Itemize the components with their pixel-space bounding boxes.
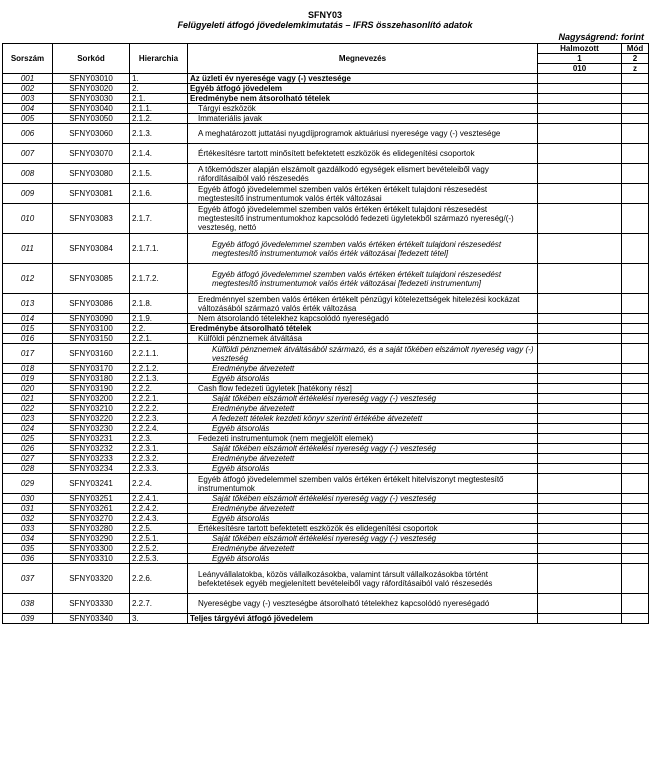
row-number: 026 — [3, 444, 53, 454]
row-code: SFNY03080 — [53, 164, 130, 184]
row-hierarchy: 2.2.2.1. — [130, 394, 188, 404]
value-cell-halmozott[interactable] — [538, 434, 622, 444]
table-row — [3, 554, 649, 564]
value-cell-halmozott[interactable] — [538, 494, 622, 504]
table-row — [3, 344, 649, 364]
row-code: SFNY03083 — [53, 204, 130, 234]
value-cell-mod[interactable] — [622, 264, 649, 294]
row-number: 011 — [3, 234, 53, 264]
row-code: SFNY03232 — [53, 444, 130, 454]
row-hierarchy: 2.1. — [130, 94, 188, 104]
row-number: 003 — [3, 94, 53, 104]
row-name: Eredménnyel szemben valós értéken értékelt pénzügyi kötelezettségek hitelezési kockázat változásából származó valós érték változása — [188, 294, 538, 314]
row-hierarchy: 2.1.9. — [130, 314, 188, 324]
value-cell-mod[interactable] — [622, 184, 649, 204]
value-cell-halmozott[interactable] — [538, 554, 622, 564]
value-cell-mod[interactable] — [622, 144, 649, 164]
row-hierarchy: 3. — [130, 614, 188, 624]
row-number: 018 — [3, 364, 53, 374]
col-header-sorkod: Sorkód — [53, 44, 130, 74]
row-number: 007 — [3, 144, 53, 164]
value-cell-mod[interactable] — [622, 324, 649, 334]
table-row — [3, 534, 649, 544]
row-number: 029 — [3, 474, 53, 494]
value-cell-mod[interactable] — [622, 374, 649, 384]
row-code: SFNY03241 — [53, 474, 130, 494]
row-code: SFNY03150 — [53, 334, 130, 344]
row-code: SFNY03100 — [53, 324, 130, 334]
value-cell-mod[interactable] — [622, 614, 649, 624]
value-cell-halmozott[interactable] — [538, 204, 622, 234]
row-hierarchy: 2.2.2. — [130, 384, 188, 394]
row-number: 001 — [3, 74, 53, 84]
value-cell-mod[interactable] — [622, 124, 649, 144]
table-row — [3, 414, 649, 424]
row-hierarchy: 2.1.4. — [130, 144, 188, 164]
table-row — [3, 184, 649, 204]
table-row — [3, 84, 649, 94]
row-name: A fedezett tételek kezdeti könyv szerinti értékébe átvezetett — [188, 414, 538, 424]
table-row — [3, 144, 649, 164]
row-number: 015 — [3, 324, 53, 334]
row-code: SFNY03170 — [53, 364, 130, 374]
table-row — [3, 454, 649, 464]
value-cell-halmozott[interactable] — [538, 544, 622, 554]
row-hierarchy: 2.2.5. — [130, 524, 188, 534]
col-header-halmozott: Halmozott — [538, 44, 622, 54]
value-cell-halmozott[interactable] — [538, 464, 622, 474]
row-code: SFNY03040 — [53, 104, 130, 114]
report-table — [2, 43, 649, 624]
value-cell-halmozott[interactable] — [538, 364, 622, 374]
value-cell-mod[interactable] — [622, 94, 649, 104]
table-row — [3, 74, 649, 84]
table-row — [3, 94, 649, 104]
value-cell-mod[interactable] — [622, 334, 649, 344]
value-cell-mod[interactable] — [622, 84, 649, 94]
value-cell-halmozott[interactable] — [538, 184, 622, 204]
value-cell-halmozott[interactable] — [538, 504, 622, 514]
row-hierarchy: 2.2.1.1. — [130, 344, 188, 364]
row-code: SFNY03330 — [53, 594, 130, 614]
value-cell-halmozott[interactable] — [538, 524, 622, 534]
col-header-hierarchia: Hierarchia — [130, 44, 188, 74]
value-cell-halmozott[interactable] — [538, 404, 622, 414]
row-number: 012 — [3, 264, 53, 294]
row-number: 009 — [3, 184, 53, 204]
row-code: SFNY03086 — [53, 294, 130, 314]
row-name: Eredménybe átvezetett — [188, 404, 538, 414]
row-number: 005 — [3, 114, 53, 124]
row-code: SFNY03310 — [53, 554, 130, 564]
row-name: Nem átsorolandó tételekhez kapcsolódó nyereségadó — [188, 314, 538, 324]
value-cell-halmozott[interactable] — [538, 594, 622, 614]
value-cell-mod[interactable] — [622, 554, 649, 564]
row-number: 021 — [3, 394, 53, 404]
row-name: Eredménybe átsorolható tételek — [188, 324, 538, 334]
table-row — [3, 594, 649, 614]
row-code: SFNY03300 — [53, 544, 130, 554]
value-cell-halmozott[interactable] — [538, 164, 622, 184]
value-cell-mod[interactable] — [622, 494, 649, 504]
value-cell-halmozott[interactable] — [538, 74, 622, 84]
row-number: 035 — [3, 544, 53, 554]
table-row — [3, 434, 649, 444]
table-row — [3, 234, 649, 264]
row-code: SFNY03050 — [53, 114, 130, 124]
row-number: 030 — [3, 494, 53, 504]
row-code: SFNY03085 — [53, 264, 130, 294]
value-cell-mod[interactable] — [622, 114, 649, 124]
value-cell-mod[interactable] — [622, 234, 649, 264]
row-number: 025 — [3, 434, 53, 444]
row-number: 023 — [3, 414, 53, 424]
table-row — [3, 314, 649, 324]
row-name: Egyéb átfogó jövedelemmel szemben valós értéken értékelt hitelviszonyt megtestesítő instrumentumok — [188, 474, 538, 494]
col-header-mod: Mód — [622, 44, 649, 54]
row-name: Leányvállalatokba, közös vállalkozásokba, valamint társult vállalkozásokba történt befektetések egyéb megjelenített bevételeiből vagy ráfordításaiból való részesedés — [188, 564, 538, 594]
table-row — [3, 544, 649, 554]
value-cell-mod[interactable] — [622, 454, 649, 464]
row-hierarchy: 2.2. — [130, 324, 188, 334]
row-name: Egyéb átfogó jövedelemmel szemben valós értéken értékelt tulajdoni részesedést megtestesítő instrumentumok valós érték változásai [fedezett tétel] — [188, 234, 538, 264]
row-name: Eredménybe átvezetett — [188, 504, 538, 514]
row-name: Eredménybe átvezetett — [188, 454, 538, 464]
value-cell-mod[interactable] — [622, 414, 649, 424]
row-code: SFNY03234 — [53, 464, 130, 474]
row-name: Egyéb átfogó jövedelem — [188, 84, 538, 94]
value-cell-halmozott[interactable] — [538, 234, 622, 264]
row-hierarchy: 2.2.4.1. — [130, 494, 188, 504]
col-header-mod-code: z — [622, 64, 649, 74]
value-cell-halmozott[interactable] — [538, 474, 622, 494]
row-hierarchy: 2.2.1.2. — [130, 364, 188, 374]
row-code: SFNY03060 — [53, 124, 130, 144]
value-cell-halmozott[interactable] — [538, 534, 622, 544]
row-code: SFNY03010 — [53, 74, 130, 84]
value-cell-mod[interactable] — [622, 534, 649, 544]
value-cell-halmozott[interactable] — [538, 114, 622, 124]
row-code: SFNY03084 — [53, 234, 130, 264]
unit-label: Nagyságrend: forint — [558, 32, 644, 42]
row-hierarchy: 2.2.3.3. — [130, 464, 188, 474]
value-cell-halmozott[interactable] — [538, 94, 622, 104]
col-header-halmozott-num: 1 — [538, 54, 622, 64]
value-cell-halmozott[interactable] — [538, 294, 622, 314]
table-row — [3, 114, 649, 124]
row-number: 034 — [3, 534, 53, 544]
row-hierarchy: 2.1.7.2. — [130, 264, 188, 294]
row-number: 019 — [3, 374, 53, 384]
row-name: Fedezeti instrumentumok (nem megjelölt elemek) — [188, 434, 538, 444]
report-code: SFNY03 — [307, 10, 342, 20]
row-number: 006 — [3, 124, 53, 144]
row-name: Egyéb átfogó jövedelemmel szemben valós értéken értékelt tulajdoni részesedést megtestesítő instrumentumok valós érték változásai [fedezeti instrumentum] — [188, 264, 538, 294]
row-hierarchy: 2.1.3. — [130, 124, 188, 144]
value-cell-mod[interactable] — [622, 344, 649, 364]
table-row — [3, 324, 649, 334]
row-name: Saját tőkében elszámolt értékelési nyereség vagy (-) veszteség — [188, 534, 538, 544]
row-hierarchy: 2.2.7. — [130, 594, 188, 614]
row-code: SFNY03020 — [53, 84, 130, 94]
table-row — [3, 564, 649, 594]
table-row — [3, 514, 649, 524]
row-name: Eredménybe átvezetett — [188, 364, 538, 374]
row-number: 004 — [3, 104, 53, 114]
value-cell-mod[interactable] — [622, 514, 649, 524]
value-cell-halmozott[interactable] — [538, 344, 622, 364]
row-number: 033 — [3, 524, 53, 534]
row-number: 024 — [3, 424, 53, 434]
value-cell-mod[interactable] — [622, 394, 649, 404]
row-code: SFNY03320 — [53, 564, 130, 594]
value-cell-halmozott[interactable] — [538, 144, 622, 164]
row-hierarchy: 2.2.4.3. — [130, 514, 188, 524]
table-row — [3, 164, 649, 184]
row-number: 020 — [3, 384, 53, 394]
value-cell-mod[interactable] — [622, 404, 649, 414]
row-number: 038 — [3, 594, 53, 614]
table-row — [3, 104, 649, 114]
table-row — [3, 494, 649, 504]
row-hierarchy: 2.1.2. — [130, 114, 188, 124]
row-name: Értékesítésre tartott befektetett eszközök és elidegenítési csoportok — [188, 524, 538, 534]
row-name: Egyéb átfogó jövedelemmel szemben valós értéken értékelt tulajdoni részesedést megtestesítő instrumentumokhoz kapcsolódó fedezeti ügyletekből származó nyereség/(-) veszteség, nettó — [188, 204, 538, 234]
row-hierarchy: 2.2.5.3. — [130, 554, 188, 564]
row-number: 032 — [3, 514, 53, 524]
row-code: SFNY03230 — [53, 424, 130, 434]
table-row — [3, 334, 649, 344]
row-code: SFNY03030 — [53, 94, 130, 104]
row-number: 013 — [3, 294, 53, 314]
value-cell-halmozott[interactable] — [538, 414, 622, 424]
row-hierarchy: 2.2.1.3. — [130, 374, 188, 384]
row-name: Egyéb átsorolás — [188, 554, 538, 564]
row-code: SFNY03180 — [53, 374, 130, 384]
row-number: 014 — [3, 314, 53, 324]
row-code: SFNY03190 — [53, 384, 130, 394]
value-cell-mod[interactable] — [622, 524, 649, 534]
row-name: A meghatározott juttatási nyugdíjprogramok aktuáriusi nyeresége vagy (-) vesztesége — [188, 124, 538, 144]
row-number: 022 — [3, 404, 53, 414]
table-row — [3, 464, 649, 474]
table-row — [3, 614, 649, 624]
row-name: Értékesítésre tartott minősített befektetett eszközök és elidegenítési csoportok — [188, 144, 538, 164]
value-cell-halmozott[interactable] — [538, 444, 622, 454]
row-code: SFNY03220 — [53, 414, 130, 424]
row-hierarchy: 2.2.2.2. — [130, 404, 188, 414]
row-code: SFNY03210 — [53, 404, 130, 414]
value-cell-mod[interactable] — [622, 384, 649, 394]
row-hierarchy: 2.1.8. — [130, 294, 188, 314]
row-name: Saját tőkében elszámolt értékelési nyereség vagy (-) veszteség — [188, 444, 538, 454]
value-cell-mod[interactable] — [622, 444, 649, 454]
value-cell-halmozott[interactable] — [538, 454, 622, 464]
row-hierarchy: 2.2.6. — [130, 564, 188, 594]
table-row — [3, 404, 649, 414]
value-cell-halmozott[interactable] — [538, 84, 622, 94]
col-header-sorszam: Sorszám — [3, 44, 53, 74]
value-cell-halmozott[interactable] — [538, 564, 622, 594]
table-row — [3, 474, 649, 494]
value-cell-mod[interactable] — [622, 104, 649, 114]
row-hierarchy: 2.2.1. — [130, 334, 188, 344]
row-hierarchy: 2.2.2.4. — [130, 424, 188, 434]
row-hierarchy: 2. — [130, 84, 188, 94]
value-cell-halmozott[interactable] — [538, 424, 622, 434]
value-cell-halmozott[interactable] — [538, 314, 622, 324]
row-number: 037 — [3, 564, 53, 594]
table-row — [3, 124, 649, 144]
row-number: 017 — [3, 344, 53, 364]
table-row — [3, 394, 649, 404]
value-cell-halmozott[interactable] — [538, 334, 622, 344]
row-name: Tárgyi eszközök — [188, 104, 538, 114]
row-name: Saját tőkében elszámolt értékelési nyereség vagy (-) veszteség — [188, 394, 538, 404]
table-row — [3, 384, 649, 394]
row-hierarchy: 2.2.5.1. — [130, 534, 188, 544]
row-code: SFNY03261 — [53, 504, 130, 514]
row-code: SFNY03251 — [53, 494, 130, 504]
row-name: Külföldi pénznemek átváltása — [188, 334, 538, 344]
row-hierarchy: 2.2.4.2. — [130, 504, 188, 514]
value-cell-halmozott[interactable] — [538, 614, 622, 624]
value-cell-mod[interactable] — [622, 544, 649, 554]
table-row — [3, 364, 649, 374]
row-code: SFNY03270 — [53, 514, 130, 524]
row-number: 039 — [3, 614, 53, 624]
value-cell-halmozott[interactable] — [538, 384, 622, 394]
value-cell-mod[interactable] — [622, 464, 649, 474]
value-cell-mod[interactable] — [622, 364, 649, 374]
row-number: 010 — [3, 204, 53, 234]
row-name: Nyereségbe vagy (-) veszteségbe átsorolható tételekhez kapcsolódó nyereségadó — [188, 594, 538, 614]
value-cell-mod[interactable] — [622, 504, 649, 514]
row-code: SFNY03160 — [53, 344, 130, 364]
row-code: SFNY03090 — [53, 314, 130, 324]
col-header-megnevezes: Megnevezés — [188, 44, 538, 74]
row-hierarchy: 1. — [130, 74, 188, 84]
value-cell-halmozott[interactable] — [538, 514, 622, 524]
row-hierarchy: 2.1.5. — [130, 164, 188, 184]
row-name: Teljes tárgyévi átfogó jövedelem — [188, 614, 538, 624]
value-cell-halmozott[interactable] — [538, 104, 622, 114]
row-name: Eredménybe átvezetett — [188, 544, 538, 554]
row-number: 027 — [3, 454, 53, 464]
table-row — [3, 204, 649, 234]
row-name: Egyéb átsorolás — [188, 464, 538, 474]
value-cell-mod[interactable] — [622, 564, 649, 594]
row-number: 008 — [3, 164, 53, 184]
row-name: Egyéb átsorolás — [188, 514, 538, 524]
value-cell-halmozott[interactable] — [538, 264, 622, 294]
row-name: Immateriális javak — [188, 114, 538, 124]
row-hierarchy: 2.2.3. — [130, 434, 188, 444]
report-title: Felügyeleti átfogó jövedelemkimutatás – IFRS összehasonlító adatok — [177, 20, 473, 30]
row-number: 031 — [3, 504, 53, 514]
row-name: Cash flow fedezeti ügyletek [hatékony rész] — [188, 384, 538, 394]
row-code: SFNY03233 — [53, 454, 130, 464]
row-name: Eredménybe nem átsorolható tételek — [188, 94, 538, 104]
value-cell-halmozott[interactable] — [538, 324, 622, 334]
row-code: SFNY03340 — [53, 614, 130, 624]
row-number: 036 — [3, 554, 53, 564]
row-name: Egyéb átsorolás — [188, 424, 538, 434]
value-cell-halmozott[interactable] — [538, 394, 622, 404]
col-header-mod-num: 2 — [622, 54, 649, 64]
row-hierarchy: 2.1.6. — [130, 184, 188, 204]
col-header-halmozott-code: 010 — [538, 64, 622, 74]
row-name: A tőkemódszer alapján elszámolt gazdálkodó egységek elismert bevételeiből vagy ráfordításaiból való részesedés — [188, 164, 538, 184]
row-number: 016 — [3, 334, 53, 344]
row-code: SFNY03280 — [53, 524, 130, 534]
value-cell-mod[interactable] — [622, 74, 649, 84]
table-row — [3, 264, 649, 294]
value-cell-halmozott[interactable] — [538, 124, 622, 144]
row-name: Egyéb átsorolás — [188, 374, 538, 384]
report-rows — [3, 74, 649, 624]
row-code: SFNY03081 — [53, 184, 130, 204]
table-row — [3, 504, 649, 514]
row-code: SFNY03290 — [53, 534, 130, 544]
row-hierarchy: 2.2.3.2. — [130, 454, 188, 464]
table-row — [3, 444, 649, 454]
row-hierarchy: 2.2.3.1. — [130, 444, 188, 454]
row-code: SFNY03231 — [53, 434, 130, 444]
table-row — [3, 524, 649, 534]
row-code: SFNY03200 — [53, 394, 130, 404]
row-hierarchy: 2.1.1. — [130, 104, 188, 114]
value-cell-mod[interactable] — [622, 424, 649, 434]
table-row — [3, 424, 649, 434]
value-cell-halmozott[interactable] — [538, 374, 622, 384]
row-number: 028 — [3, 464, 53, 474]
row-hierarchy: 2.1.7. — [130, 204, 188, 234]
row-hierarchy: 2.1.7.1. — [130, 234, 188, 264]
row-hierarchy: 2.2.2.3. — [130, 414, 188, 424]
value-cell-mod[interactable] — [622, 474, 649, 494]
row-name: Az üzleti év nyeresége vagy (-) vesztesége — [188, 74, 538, 84]
value-cell-mod[interactable] — [622, 164, 649, 184]
value-cell-mod[interactable] — [622, 314, 649, 324]
row-code: SFNY03070 — [53, 144, 130, 164]
value-cell-mod[interactable] — [622, 294, 649, 314]
table-row — [3, 294, 649, 314]
row-hierarchy: 2.2.4. — [130, 474, 188, 494]
row-hierarchy: 2.2.5.2. — [130, 544, 188, 554]
value-cell-mod[interactable] — [622, 594, 649, 614]
row-number: 002 — [3, 84, 53, 94]
row-name: Saját tőkében elszámolt értékelési nyereség vagy (-) veszteség — [188, 494, 538, 504]
value-cell-mod[interactable] — [622, 434, 649, 444]
row-name: Külföldi pénznemek átváltásából származó, és a saját tőkében elszámolt nyereség vagy (-) veszteség — [188, 344, 538, 364]
row-name: Egyéb átfogó jövedelemmel szemben valós értéken értékelt tulajdoni részesedést megtestesítő instrumentumok valós érték változásai — [188, 184, 538, 204]
table-row — [3, 374, 649, 384]
value-cell-mod[interactable] — [622, 204, 649, 234]
